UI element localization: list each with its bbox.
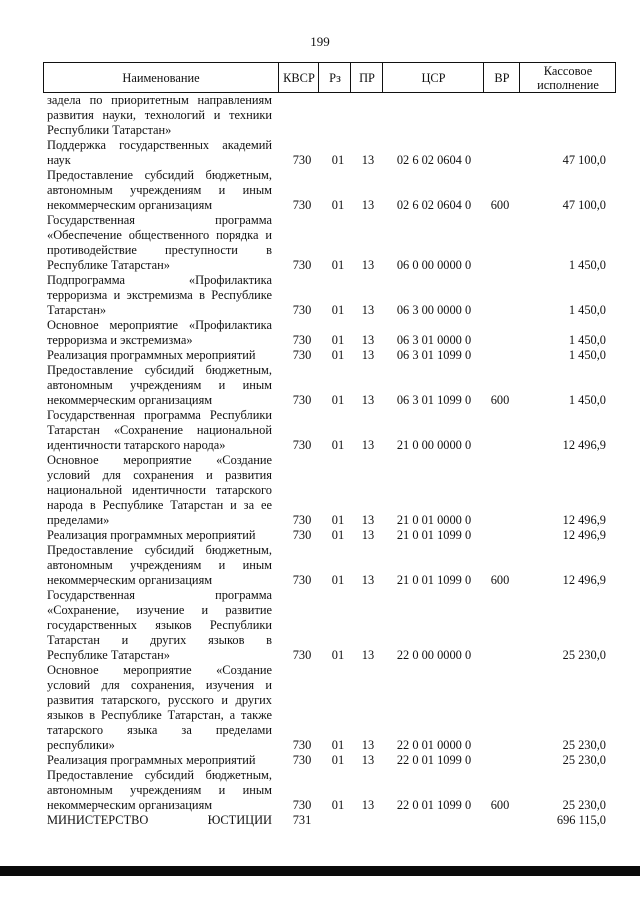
row-name-line: Предоставление субсидий бюджетным, [47, 543, 272, 557]
row-csr: 22 0 01 0000 0 [396, 738, 472, 752]
row-rz: 01 [331, 393, 345, 407]
row-name-line: автономным учреждениям и иным [47, 783, 272, 797]
row-kvsr: 730 [292, 198, 312, 212]
row-vr: 600 [490, 573, 510, 587]
row-name-line: «Обеспечение общественного порядка и [47, 228, 272, 242]
row-pr: 13 [361, 513, 375, 527]
row-pr: 13 [361, 303, 375, 317]
row-name-line: автономным учреждениям и иным [47, 558, 272, 572]
row-rz: 01 [331, 153, 345, 167]
row-kvsr: 730 [292, 153, 312, 167]
row-pr: 13 [361, 738, 375, 752]
row-amount: 12 496,9 [562, 528, 606, 542]
table-row [0, 348, 640, 363]
row-pr: 13 [361, 753, 375, 767]
table-row [0, 768, 640, 813]
row-pr: 13 [361, 333, 375, 347]
row-name-line: Государственная программа [47, 588, 272, 602]
row-rz: 01 [331, 438, 345, 452]
row-name [47, 663, 272, 753]
row-csr: 22 0 00 0000 0 [396, 648, 472, 662]
row-name-line: Республике Татарстан» [47, 258, 170, 272]
row-amount: 1 450,0 [568, 333, 606, 347]
scan-bottom-bar [0, 866, 640, 876]
row-name-line: народа в Республике Татарстан и за ее [47, 498, 272, 512]
row-name [47, 543, 272, 588]
row-name [47, 138, 272, 168]
table-row [0, 93, 640, 138]
row-amount: 1 450,0 [568, 258, 606, 272]
row-kvsr: 730 [292, 438, 312, 452]
row-name-line: Основное мероприятие «Создание [47, 453, 272, 467]
row-pr: 13 [361, 153, 375, 167]
row-name-line: Предоставление субсидий бюджетным, [47, 168, 272, 182]
row-name-line: некоммерческим организациям [47, 798, 213, 812]
row-rz: 01 [331, 303, 345, 317]
row-name-line: автономным учреждениям и иным [47, 183, 272, 197]
row-pr: 13 [361, 258, 375, 272]
row-kvsr: 730 [292, 753, 312, 767]
row-name-line: некоммерческим организациям [47, 198, 213, 212]
row-name-line: Татарстан» [47, 303, 107, 317]
row-name-line: Государственная программа [47, 213, 272, 227]
row-csr: 06 3 01 1099 0 [396, 348, 472, 362]
header-amount [519, 63, 616, 92]
row-pr: 13 [361, 348, 375, 362]
row-amount: 12 496,9 [562, 513, 606, 527]
header-amount-line2: исполнение [537, 77, 599, 92]
row-amount: 1 450,0 [568, 348, 606, 362]
row-kvsr: 730 [292, 738, 312, 752]
row-name [47, 753, 272, 768]
header-name: Наименование [122, 70, 200, 85]
row-rz: 01 [331, 528, 345, 542]
row-name [47, 318, 272, 348]
row-csr: 06 3 01 0000 0 [396, 333, 472, 347]
row-csr: 21 0 01 0000 0 [396, 513, 472, 527]
row-csr: 21 0 01 1099 0 [396, 573, 472, 587]
table-row [0, 753, 640, 768]
row-kvsr: 730 [292, 573, 312, 587]
row-name-line: Государственная программа Республики [47, 408, 272, 422]
row-csr: 06 3 00 0000 0 [396, 303, 472, 317]
table-row [0, 588, 640, 663]
row-rz: 01 [331, 513, 345, 527]
table-row [0, 543, 640, 588]
row-amount: 47 100,0 [562, 153, 606, 167]
row-kvsr: 730 [292, 258, 312, 272]
row-kvsr: 730 [292, 513, 312, 527]
row-name [47, 363, 272, 408]
row-name-line: «Сохранение, изучение и развитие [47, 603, 272, 617]
row-rz: 01 [331, 258, 345, 272]
row-amount: 12 496,9 [562, 573, 606, 587]
row-amount: 25 230,0 [562, 753, 606, 767]
row-rz: 01 [331, 348, 345, 362]
row-name-line: Подпрограмма «Профилактика [47, 273, 272, 287]
row-name-line: Реализация программных мероприятий [47, 753, 256, 767]
row-name-line: Реализация программных мероприятий [47, 528, 256, 542]
row-vr: 600 [490, 393, 510, 407]
row-name-line: Основное мероприятие «Создание [47, 663, 272, 677]
row-name [47, 528, 272, 543]
row-rz: 01 [331, 333, 345, 347]
row-name-line: пределами» [47, 513, 110, 527]
row-name-line: Предоставление субсидий бюджетным, [47, 363, 272, 377]
row-amount: 1 450,0 [568, 393, 606, 407]
row-name-line: государственных языков Республики [47, 618, 272, 632]
header-rz: Рз [318, 63, 351, 92]
row-pr: 13 [361, 198, 375, 212]
row-name [47, 93, 272, 138]
row-name-line: развития науки, технологий и техники [47, 108, 272, 122]
row-amount: 47 100,0 [562, 198, 606, 212]
row-rz: 01 [331, 798, 345, 812]
table-body [0, 93, 640, 828]
row-name-line: некоммерческим организациям [47, 393, 213, 407]
page-number: 199 [310, 34, 330, 49]
row-rz: 01 [331, 573, 345, 587]
row-kvsr: 730 [292, 348, 312, 362]
row-csr: 21 0 01 1099 0 [396, 528, 472, 542]
row-name [47, 348, 272, 363]
row-name-line: развития татарского, русского и других [47, 693, 272, 707]
row-name-line: условий для сохранения, изучения и [47, 678, 272, 692]
row-rz: 01 [331, 753, 345, 767]
row-csr: 21 0 00 0000 0 [396, 438, 472, 452]
row-name-line: Татарстан и других языков в [47, 633, 272, 647]
row-name-line: терроризма и экстремизма в Республике [47, 288, 272, 302]
table-row [0, 528, 640, 543]
table-header [43, 62, 616, 93]
row-name [47, 588, 272, 663]
table-row [0, 168, 640, 213]
table-row [0, 408, 640, 453]
row-name [47, 813, 272, 828]
row-rz: 01 [331, 738, 345, 752]
row-vr: 600 [490, 198, 510, 212]
table-row [0, 273, 640, 318]
row-csr: 02 6 02 0604 0 [396, 198, 472, 212]
row-name [47, 768, 272, 813]
row-name-line: некоммерческим организациям [47, 573, 213, 587]
row-name [47, 453, 272, 528]
row-name [47, 408, 272, 453]
row-amount: 1 450,0 [568, 303, 606, 317]
table-row [0, 663, 640, 753]
row-name-line: Основное мероприятие «Профилактика [47, 318, 272, 332]
header-vr: ВР [483, 63, 520, 92]
table-row [0, 453, 640, 528]
row-name-line: условий для сохранения и развития [47, 468, 272, 482]
row-rz: 01 [331, 648, 345, 662]
row-pr: 13 [361, 798, 375, 812]
header-csr: ЦСР [382, 63, 484, 92]
row-amount: 12 496,9 [562, 438, 606, 452]
row-rz: 01 [331, 198, 345, 212]
row-pr: 13 [361, 438, 375, 452]
table-row [0, 213, 640, 273]
row-csr: 06 0 00 0000 0 [396, 258, 472, 272]
row-name-line: Республики Татарстан» [47, 123, 172, 137]
row-name-line: республики» [47, 738, 115, 752]
row-kvsr: 730 [292, 648, 312, 662]
row-csr: 02 6 02 0604 0 [396, 153, 472, 167]
row-amount: 25 230,0 [562, 648, 606, 662]
row-name-line: наук [47, 153, 71, 167]
row-kvsr: 730 [292, 303, 312, 317]
row-amount: 25 230,0 [562, 798, 606, 812]
row-csr: 06 3 01 1099 0 [396, 393, 472, 407]
row-kvsr: 730 [292, 393, 312, 407]
row-pr: 13 [361, 573, 375, 587]
row-name-line: идентичности татарского народа» [47, 438, 226, 452]
row-name-line: автономным учреждениям и иным [47, 378, 272, 392]
row-name-line: языков в Республике Татарстан, а также [47, 708, 272, 722]
row-amount: 696 115,0 [556, 813, 606, 827]
header-kvsr: КВСР [278, 63, 319, 92]
row-name-line: терроризма и экстремизма» [47, 333, 193, 347]
row-name-line: Предоставление субсидий бюджетным, [47, 768, 272, 782]
row-name-line: Татарстан «Сохранение национальной [47, 423, 272, 437]
table-row [0, 318, 640, 348]
row-csr: 22 0 01 1099 0 [396, 798, 472, 812]
table-row [0, 813, 640, 828]
row-name-line: татарского языка за пределами [47, 723, 272, 737]
row-csr: 22 0 01 1099 0 [396, 753, 472, 767]
row-name [47, 213, 272, 273]
row-name-line: МИНИСТЕРСТВО ЮСТИЦИИ [47, 813, 272, 827]
row-name-line: задела по приоритетным направлениям [47, 93, 272, 107]
row-kvsr: 730 [292, 528, 312, 542]
header-pr: ПР [350, 63, 383, 92]
table-row [0, 363, 640, 408]
row-kvsr: 731 [292, 813, 312, 827]
row-amount: 25 230,0 [562, 738, 606, 752]
row-vr: 600 [490, 798, 510, 812]
row-name [47, 273, 272, 318]
row-pr: 13 [361, 648, 375, 662]
header-amount-line1: Кассовое [543, 63, 593, 78]
row-name-line: Поддержка государственных академий [47, 138, 272, 152]
row-kvsr: 730 [292, 798, 312, 812]
row-pr: 13 [361, 393, 375, 407]
row-kvsr: 730 [292, 333, 312, 347]
row-name-line: Реализация программных мероприятий [47, 348, 256, 362]
row-name-line: противодействие преступности в [47, 243, 272, 257]
row-name [47, 168, 272, 213]
row-name-line: Республике Татарстан» [47, 648, 170, 662]
row-name-line: национальной идентичности татарского [47, 483, 272, 497]
row-pr: 13 [361, 528, 375, 542]
table-row [0, 138, 640, 168]
